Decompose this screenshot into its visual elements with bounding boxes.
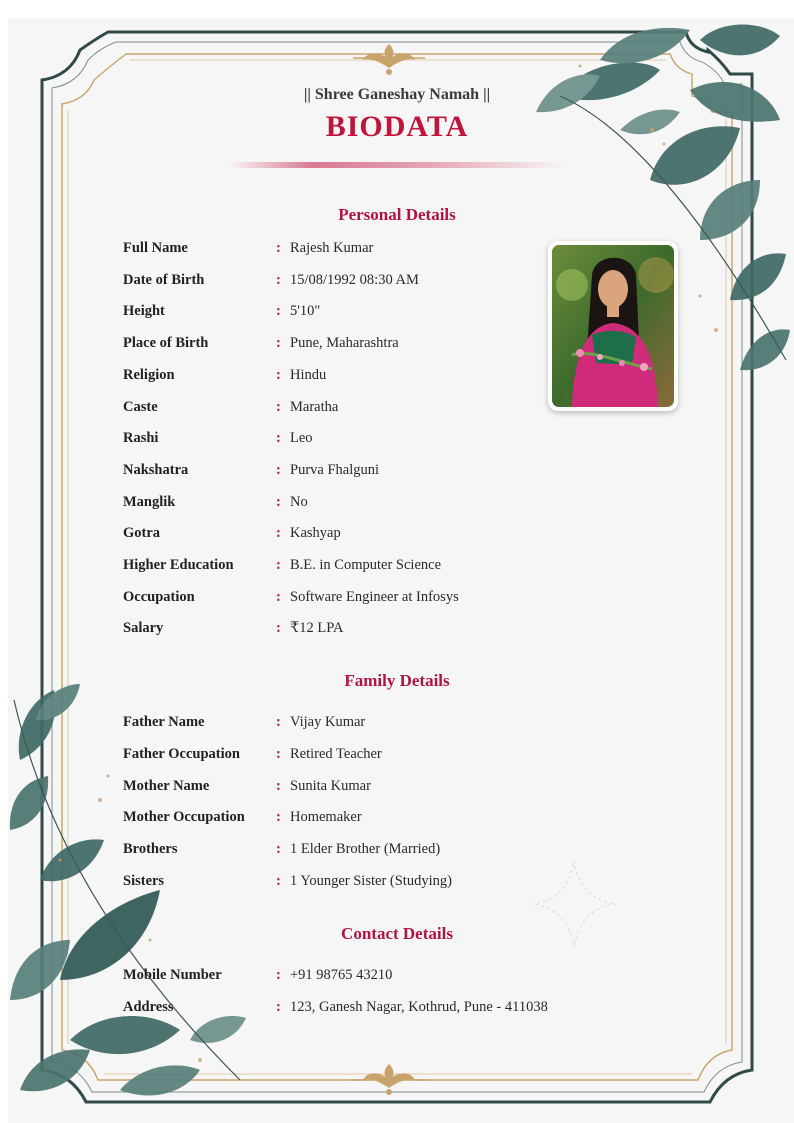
- detail-value: Hindu: [290, 366, 327, 383]
- detail-value: ₹12 LPA: [290, 620, 344, 637]
- separator: :: [276, 999, 281, 1015]
- separator: :: [276, 745, 281, 762]
- detail-value: 15/08/1992 08:30 AM: [290, 271, 419, 288]
- invocation-text: || Shree Ganeshay Namah ||: [303, 86, 491, 103]
- top-ornament-icon: [353, 44, 425, 75]
- separator: :: [276, 493, 281, 510]
- separator: :: [276, 398, 281, 415]
- detail-value: Homemaker: [290, 809, 362, 826]
- separator: :: [276, 809, 281, 826]
- detail-label: Sisters: [123, 873, 165, 889]
- separator: :: [276, 557, 281, 573]
- detail-value: Kashyap: [290, 525, 341, 542]
- detail-value: Pune, Maharashtra: [290, 335, 399, 352]
- separator: :: [276, 303, 281, 320]
- detail-label: Occupation: [123, 588, 195, 605]
- separator: :: [276, 777, 281, 794]
- portrait-icon: [552, 245, 674, 407]
- detail-value: Retired Teacher: [290, 745, 382, 762]
- separator: :: [276, 366, 281, 383]
- separator: :: [276, 525, 281, 542]
- bottom-ornament-icon: [349, 1064, 429, 1095]
- detail-value: Sunita Kumar: [290, 777, 371, 794]
- detail-value: No: [290, 493, 308, 510]
- detail-label: Full Name: [123, 240, 188, 256]
- detail-label: Place of Birth: [123, 335, 209, 352]
- separator: :: [276, 240, 281, 256]
- separator: :: [276, 873, 281, 889]
- detail-label: Higher Education: [123, 557, 234, 573]
- detail-label: Mobile Number: [123, 967, 222, 983]
- detail-value: Rajesh Kumar: [290, 240, 374, 256]
- detail-value: Vijay Kumar: [290, 714, 366, 730]
- family-details-heading: Family Details: [344, 671, 450, 690]
- separator: :: [276, 588, 281, 605]
- detail-label: Nakshatra: [123, 461, 189, 478]
- detail-value: Software Engineer at Infosys: [290, 588, 459, 605]
- separator: :: [276, 714, 281, 730]
- detail-label: Manglik: [123, 493, 176, 510]
- detail-label: Father Occupation: [123, 745, 240, 762]
- profile-photo: [548, 241, 678, 411]
- personal-details-heading: Personal Details: [338, 205, 456, 224]
- detail-label: Religion: [123, 366, 175, 383]
- detail-value: 1 Elder Brother (Married): [290, 841, 441, 858]
- detail-value: B.E. in Computer Science: [290, 557, 442, 573]
- detail-label: Caste: [123, 398, 158, 415]
- detail-value: Purva Fhalguni: [290, 461, 380, 478]
- title-underline: [228, 162, 568, 168]
- contact-details-heading: Contact Details: [341, 924, 453, 943]
- detail-value: 123, Ganesh Nagar, Kothrud, Pune - 411038: [290, 999, 548, 1015]
- detail-label: Brothers: [123, 841, 178, 858]
- detail-label: Height: [123, 303, 165, 320]
- separator: :: [276, 967, 281, 983]
- detail-label: Rashi: [123, 430, 159, 447]
- detail-value: 1 Younger Sister (Studying): [290, 873, 452, 889]
- separator: :: [276, 461, 281, 478]
- detail-label: Address: [123, 999, 174, 1015]
- detail-value: 5'10": [290, 303, 321, 320]
- separator: :: [276, 430, 281, 447]
- detail-value: Leo: [290, 430, 313, 447]
- detail-label: Mother Name: [123, 777, 210, 794]
- detail-label: Salary: [123, 620, 164, 637]
- separator: :: [276, 620, 281, 637]
- separator: :: [276, 335, 281, 352]
- detail-value: Maratha: [290, 398, 339, 415]
- detail-label: Date of Birth: [123, 271, 205, 288]
- page-title: BIODATA: [325, 110, 469, 143]
- separator: :: [276, 841, 281, 858]
- detail-label: Father Name: [123, 714, 205, 730]
- detail-label: Mother Occupation: [123, 809, 245, 826]
- detail-label: Gotra: [123, 525, 161, 542]
- detail-value: +91 98765 43210: [290, 967, 393, 983]
- separator: :: [276, 271, 281, 288]
